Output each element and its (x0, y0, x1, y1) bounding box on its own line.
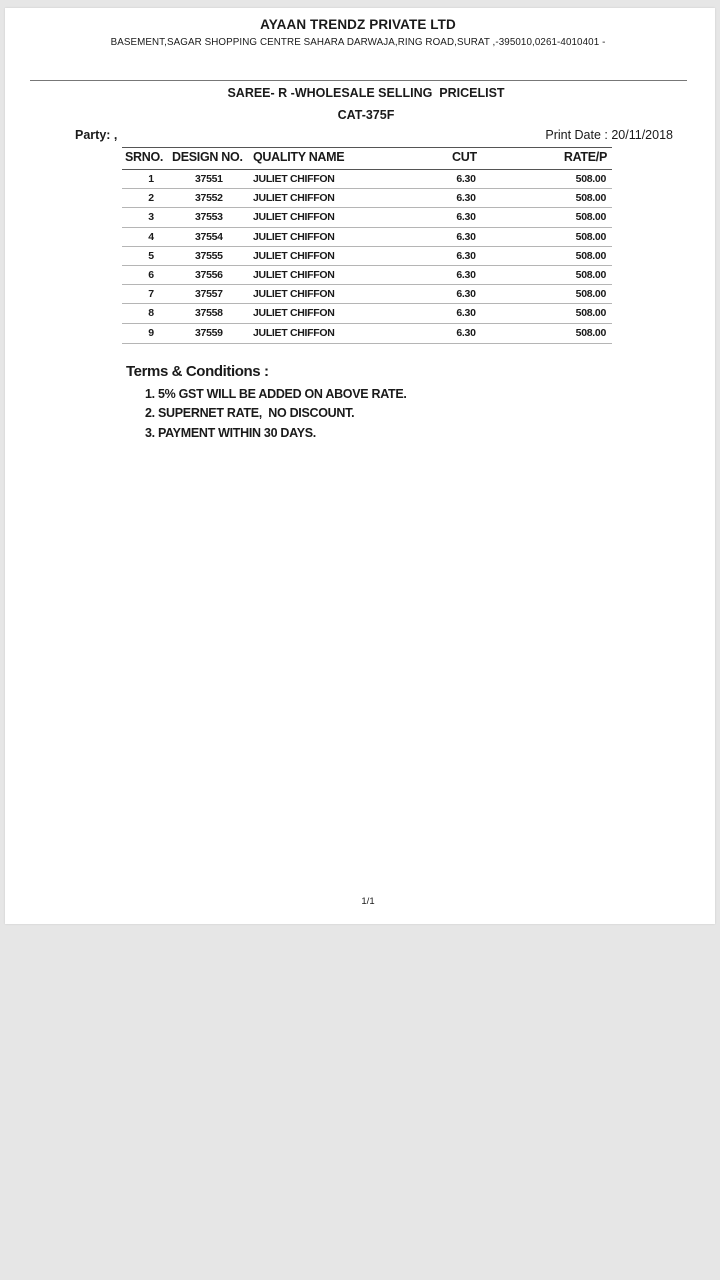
table-row (122, 207, 612, 227)
header-srno: SRNO. (125, 150, 164, 164)
table-row (122, 303, 612, 323)
cell-design-no: 37552 (195, 192, 223, 205)
cell-cut: 6.30 (456, 307, 476, 320)
header-cut: CUT (452, 150, 477, 164)
cell-quality-name: JULIET CHIFFON (253, 230, 335, 243)
header-design-no: DESIGN NO. (172, 150, 243, 164)
cell-rate: 508.00 (575, 230, 606, 243)
cell-rate: 508.00 (575, 307, 606, 320)
cell-quality-name: JULIET CHIFFON (253, 326, 335, 339)
cell-cut: 6.30 (456, 173, 476, 185)
cell-quality-name: JULIET CHIFFON (253, 173, 335, 185)
cell-quality-name: JULIET CHIFFON (253, 249, 335, 262)
header-rate: RATE/P (563, 150, 607, 164)
cell-cut: 6.30 (456, 211, 476, 224)
cell-quality-name: JULIET CHIFFON (253, 269, 335, 281)
company-name: AYAAN TRENDZ PRIVATE LTD (260, 17, 456, 32)
table-top-rule (122, 147, 612, 148)
table-row (122, 323, 612, 344)
cell-design-no: 37558 (195, 307, 223, 320)
cell-srno: 1 (148, 173, 154, 185)
cell-rate: 508.00 (575, 269, 606, 281)
cell-cut: 6.30 (456, 230, 476, 243)
cell-design-no: 37554 (195, 230, 223, 243)
cell-design-no: 37557 (195, 288, 223, 301)
cell-srno: 9 (148, 326, 154, 339)
header-quality-name: QUALITY NAME (253, 150, 345, 164)
cell-quality-name: JULIET CHIFFON (253, 211, 335, 224)
cell-cut: 6.30 (456, 269, 476, 281)
print-date (545, 128, 673, 142)
cell-srno: 2 (148, 192, 154, 205)
cell-rate: 508.00 (575, 249, 606, 262)
cell-cut: 6.30 (456, 192, 476, 205)
cell-quality-name: JULIET CHIFFON (253, 288, 335, 301)
cell-design-no: 37556 (195, 269, 223, 281)
party-label: Party: , (75, 128, 118, 142)
company-address: BASEMENT,SAGAR SHOPPING CENTRE SAHARA DARWAJA,RING ROAD,SURAT ,-395010,0261-4010401 - (110, 37, 606, 48)
catalog-code: CAT-375F (337, 108, 395, 122)
cell-srno: 3 (148, 211, 154, 224)
table-row (122, 188, 612, 208)
cell-rate: 508.00 (575, 211, 606, 224)
terms-title: Terms & Conditions : (126, 363, 269, 380)
cell-srno: 6 (148, 269, 154, 281)
table-row (122, 227, 612, 247)
document-page (5, 8, 715, 924)
table-row (122, 246, 612, 266)
table-row (122, 265, 612, 285)
cell-design-no: 37559 (195, 326, 223, 339)
cell-quality-name: JULIET CHIFFON (253, 307, 335, 320)
table-row (122, 169, 612, 189)
cell-srno: 8 (148, 307, 154, 320)
cell-srno: 5 (148, 249, 154, 262)
cell-rate: 508.00 (575, 288, 606, 301)
print-date-label: Print Date : (545, 128, 612, 142)
page-number: 1/1 (361, 896, 375, 907)
header-divider (30, 80, 687, 81)
document-title: SAREE- R -WHOLESALE SELLING PRICELIST (227, 86, 505, 100)
cell-rate: 508.00 (575, 173, 606, 185)
table-row (122, 284, 612, 304)
cell-srno: 4 (148, 230, 154, 243)
cell-rate: 508.00 (575, 326, 606, 339)
term-item: 2. SUPERNET RATE, NO DISCOUNT. (145, 406, 355, 420)
cell-design-no: 37553 (195, 211, 223, 224)
cell-cut: 6.30 (456, 326, 476, 339)
term-item: 1. 5% GST WILL BE ADDED ON ABOVE RATE. (145, 387, 407, 401)
cell-cut: 6.30 (456, 288, 476, 301)
term-item: 3. PAYMENT WITHIN 30 DAYS. (145, 426, 316, 440)
cell-rate: 508.00 (575, 192, 606, 205)
cell-design-no: 37555 (195, 249, 223, 262)
cell-cut: 6.30 (456, 249, 476, 262)
cell-quality-name: JULIET CHIFFON (253, 192, 335, 205)
cell-design-no: 37551 (195, 173, 223, 185)
print-date-value: 20/11/2018 (611, 128, 673, 142)
cell-srno: 7 (148, 288, 154, 301)
